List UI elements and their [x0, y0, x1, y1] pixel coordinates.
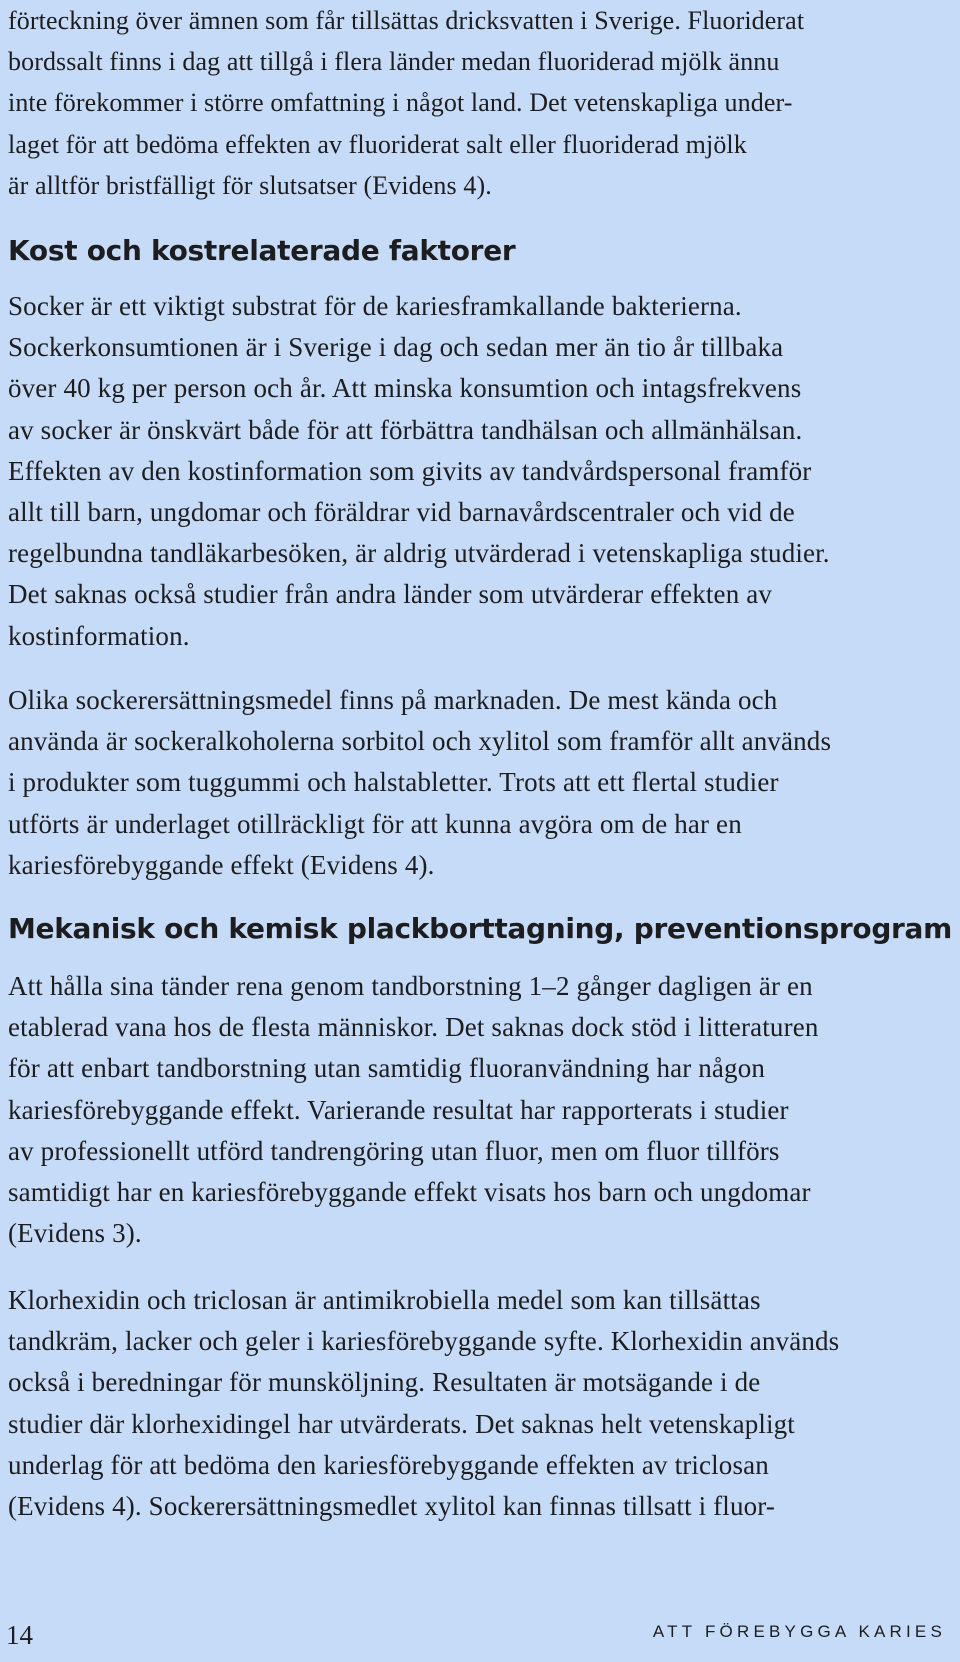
paragraph-line: (Evidens 3).	[8, 1218, 142, 1249]
running-title: ATT FÖREBYGGA KARIES	[652, 1622, 946, 1641]
paragraph-line: Effekten av den kostinformation som givits av tandvårdspersonal framför	[8, 455, 812, 486]
intro-paragraph	[8, 0, 804, 206]
intro-line: är alltför bristfälligt för slutsatser (Evidens 4).	[8, 170, 492, 200]
paragraph-line: tandkräm, lacker och geler i kariesförebyggande syfte. Klorhexidin används	[8, 1326, 840, 1357]
intro-line: bordssalt finns i dag att tillgå i flera länder medan fluoriderad mjölk ännu	[8, 47, 780, 77]
kost-paragraph-1	[8, 286, 830, 657]
intro-line: förteckning över ämnen som får tillsättas dricksvatten i Sverige. Fluoriderat	[8, 6, 805, 35]
paragraph-line: över 40 kg per person och år. Att minska konsumtion och intagsfrekvens	[8, 373, 802, 404]
paragraph-line: använda är sockeralkoholerna sorbitol och xylitol som framför allt används	[8, 726, 832, 757]
intro-line: laget för att bedöma effekten av fluoriderat salt eller fluoriderad mjölk	[8, 129, 747, 159]
paragraph-line: för att enbart tandborstning utan samtidig fluoranvändning har någon	[8, 1053, 766, 1084]
paragraph-line: Att hålla sina tänder rena genom tandborstning 1–2 gånger dagligen är en	[8, 971, 813, 1001]
paragraph-line: också i beredningar för munsköljning. Resultaten är motsägande i de	[8, 1367, 761, 1398]
section-heading-mekanisk: Mekanisk och kemisk plackborttagning, preventionsprogram	[8, 912, 952, 945]
paragraph-line: i produkter som tuggummi och halstabletter. Trots att ett flertal studier	[8, 767, 779, 798]
paragraph-line: Det saknas också studier från andra länder som utvärderar effekten av	[8, 579, 773, 610]
paragraph-line: kostinformation.	[8, 620, 190, 651]
paragraph-line: allt till barn, ungdomar och föräldrar vid barnavårdscentraler och vid de	[8, 497, 795, 528]
paragraph-line: utförts är underlaget otillräckligt för att kunna avgöra om de har en	[8, 808, 742, 839]
page-number: 14	[6, 1620, 33, 1650]
paragraph-line: av professionellt utförd tandrengöring utan fluor, men om fluor tillförs	[8, 1135, 780, 1166]
paragraph-line: studier där klorhexidingel har utvärderats. Det saknas helt vetenskapligt	[8, 1408, 795, 1439]
paragraph-line: Socker är ett viktigt substrat för de kariesframkallande bakterierna.	[8, 291, 742, 321]
paragraph-line: etablerad vana hos de flesta människor. Det saknas dock stöd i litteraturen	[8, 1012, 819, 1043]
mek-paragraph-2	[8, 1280, 839, 1527]
paragraph-line: (Evidens 4). Sockerersättningsmedlet xylitol kan finnas tillsatt i fluor-	[8, 1491, 776, 1522]
paragraph-line: Klorhexidin och triclosan är antimikrobiella medel som kan tillsättas	[8, 1285, 761, 1315]
paragraph-line: Olika sockerersättningsmedel finns på marknaden. De mest kända och	[8, 685, 778, 715]
intro-line: inte förekommer i större omfattning i något land. Det vetenskapliga under-	[8, 88, 793, 118]
kost-paragraph-2	[8, 680, 831, 886]
paragraph-line: samtidigt har en kariesförebyggande effekt visats hos barn och ungdomar	[8, 1177, 811, 1208]
paragraph-line: kariesförebyggande effekt (Evidens 4).	[8, 849, 435, 880]
paragraph-line: kariesförebyggande effekt. Varierande resultat har rapporterats i studier	[8, 1094, 789, 1125]
paragraph-line: Sockerkonsumtionen är i Sverige i dag och sedan mer än tio år tillbaka	[8, 332, 784, 363]
paragraph-line: av socker är önskvärt både för att förbättra tandhälsan och allmänhälsan.	[8, 414, 803, 445]
paragraph-line: underlag för att bedöma den kariesförebyggande effekten av triclosan	[8, 1449, 769, 1480]
section-heading-kost: Kost och kostrelaterade faktorer	[8, 234, 516, 267]
mek-paragraph-1	[8, 966, 819, 1254]
paragraph-line: regelbundna tandläkarbesöken, är aldrig utvärderad i vetenskapliga studier.	[8, 538, 830, 569]
